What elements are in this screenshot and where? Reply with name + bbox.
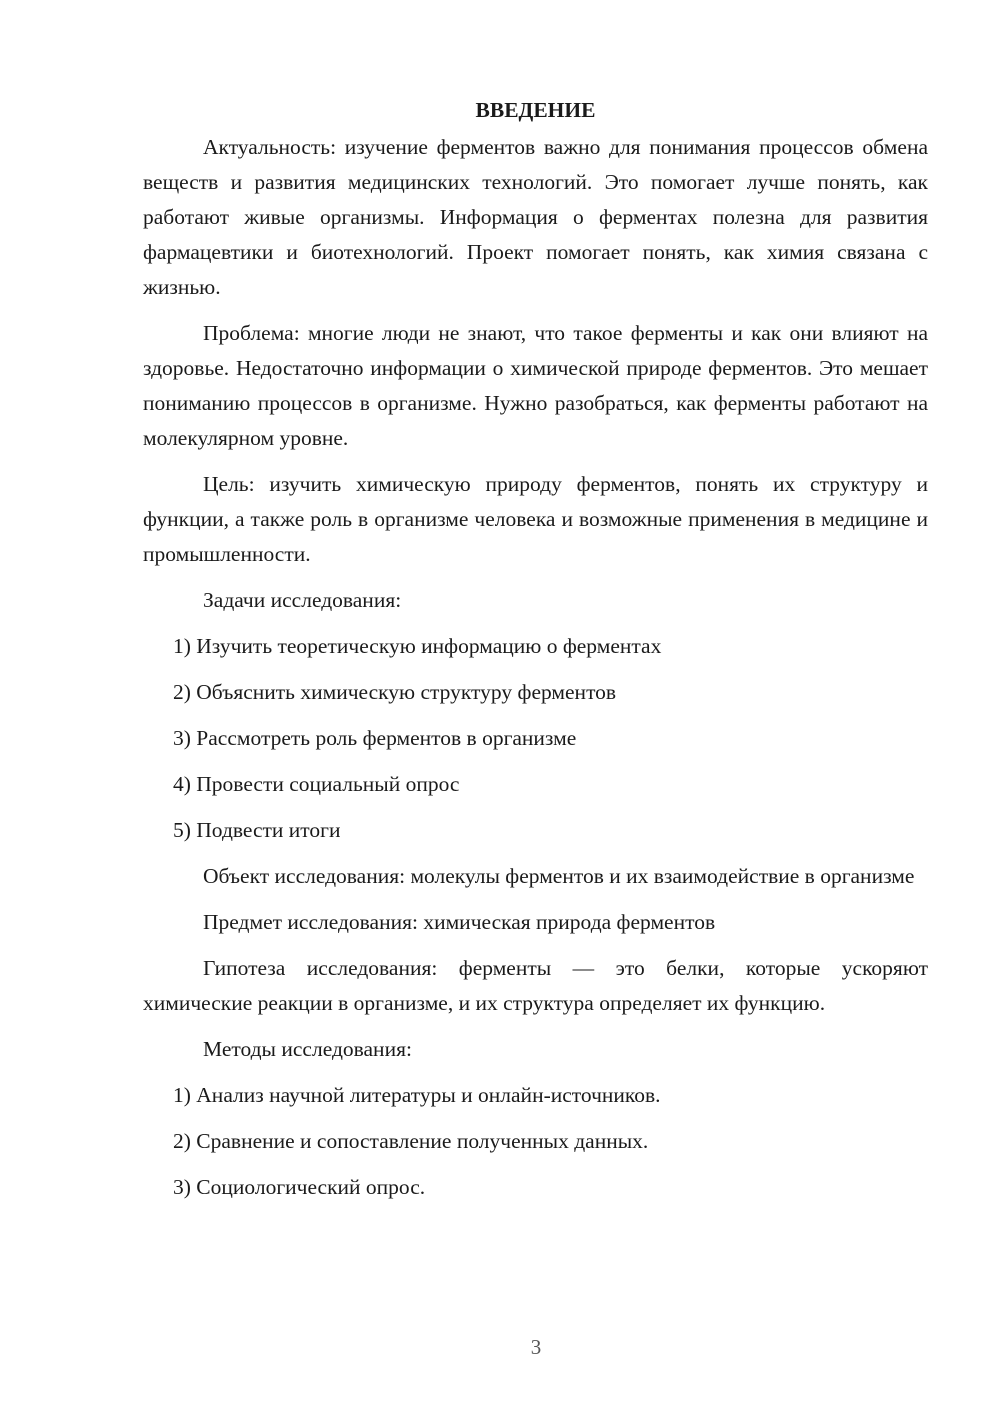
method-item: 1) Анализ научной литературы и онлайн-источников. xyxy=(173,1083,661,1107)
task-item: 5) Подвести итоги xyxy=(173,818,341,842)
subject-paragraph: Предмет исследования: химическая природа ферментов xyxy=(203,910,716,934)
object-paragraph: Объект исследования: молекулы ферментов и их взаимодействие в организме xyxy=(203,864,915,888)
problem-paragraph: Проблема: многие люди не знают, что такое ферменты и как они влияют на здоровье. Недостаточно информации о химической природе ферментов. Это мешает пониманию процессов в организме. Нужно разобраться, как ферменты работают на молекулярном уровне. xyxy=(143,321,928,450)
goal-paragraph: Цель: изучить химическую природу ферментов, понять их структуру и функции, а также роль в организме человека и возможные применения в медицине и промышленности. xyxy=(143,472,928,566)
document-page xyxy=(143,90,928,1216)
task-item: 4) Провести социальный опрос xyxy=(173,772,460,796)
methods-heading: Методы исследования: xyxy=(203,1037,412,1061)
relevance-paragraph: Актуальность: изучение ферментов важно для понимания процессов обмена веществ и развития медицинских технологий. Это помогает лучше понять, как работают живые организмы. Информация о ферментах полезна для развития фармацевтики и биотехнологий. Проект помогает понять, как химия связана с жизнью. xyxy=(143,135,928,299)
task-item: 1) Изучить теоретическую информацию о ферментах xyxy=(173,634,662,658)
method-item: 2) Сравнение и сопоставление полученных данных. xyxy=(173,1129,649,1153)
page-number: 3 xyxy=(530,1335,542,1359)
task-item: 3) Рассмотреть роль ферментов в организме xyxy=(173,726,577,750)
section-title: ВВЕДЕНИЕ xyxy=(475,98,596,122)
hypothesis-paragraph: Гипотеза исследования: ферменты — это белки, которые ускоряют химические реакции в организме, и их структура определяет их функцию. xyxy=(143,956,928,1015)
task-item: 2) Объяснить химическую структуру ферментов xyxy=(173,680,617,704)
method-item: 3) Социологический опрос. xyxy=(173,1175,426,1199)
tasks-heading: Задачи исследования: xyxy=(203,588,402,612)
